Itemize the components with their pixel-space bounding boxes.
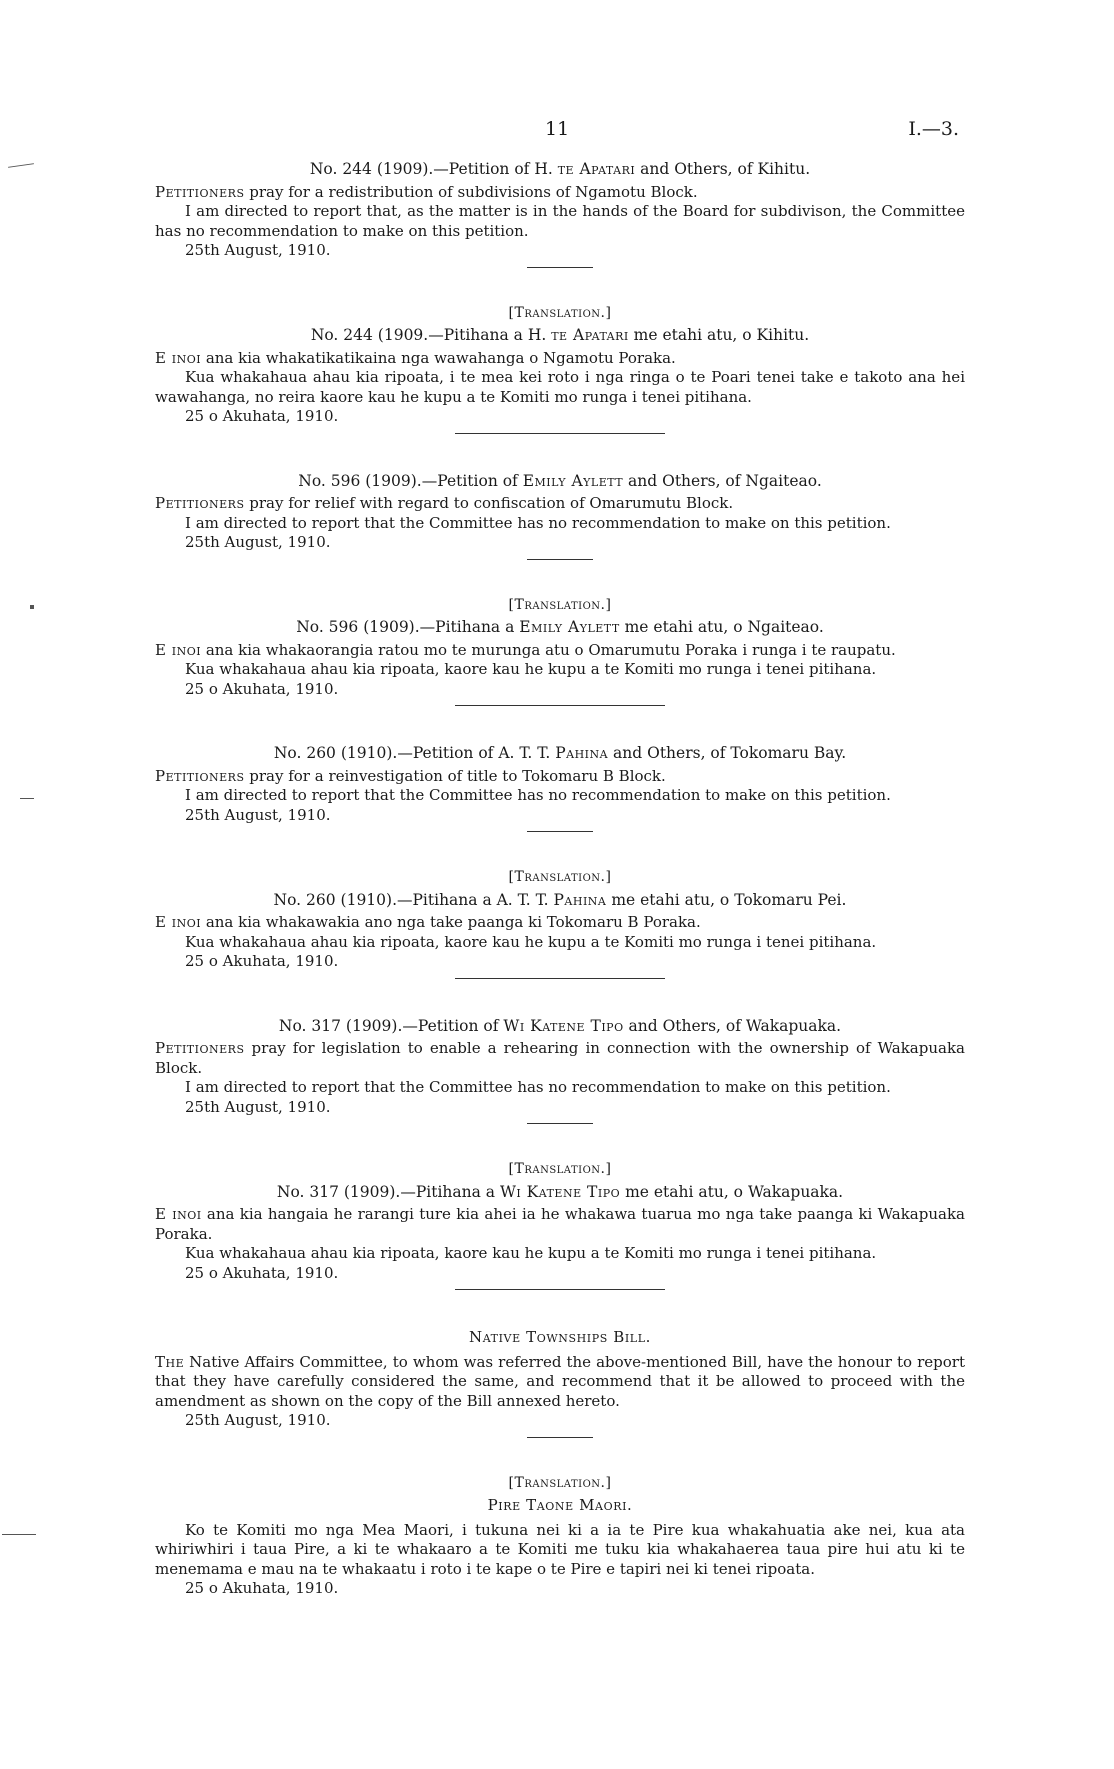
petition-section bbox=[155, 1017, 965, 1125]
petition-prayer: Petitioners pray for legislation to enable a rehearing in connection with the ownership of Wakapuaka Block. bbox=[155, 1039, 965, 1077]
section-divider bbox=[527, 267, 593, 268]
petition-title: No. 596 (1909).—Petition of Emily Aylett and Others, of Ngaiteao. bbox=[298, 471, 822, 490]
scan-mark bbox=[8, 163, 34, 168]
petition-title: No. 260 (1910).—Petition of A. T. T. Pahina and Others, of Tokomaru Bay. bbox=[273, 744, 847, 762]
petitioner-name: Wi Katene Tipo bbox=[503, 1016, 624, 1035]
report-date: 25th August, 1910. bbox=[185, 241, 331, 259]
section-divider bbox=[527, 559, 593, 560]
petition-section bbox=[155, 160, 965, 268]
translation-label: [Translation.] bbox=[508, 596, 612, 613]
petition-title: No. 317 (1909).—Petition of Wi Katene Tipo and Others, of Wakapuaka. bbox=[278, 1016, 842, 1035]
petition-prayer: E inoi ana kia whakaorangia ratou mo te murunga atu o Omarumutu Poraka i runga i te raupatu. bbox=[155, 640, 896, 659]
committee-report: Kua whakahaua ahau kia ripoata, kaore kau he kupu a te Komiti mo runga i tenei pitihana. bbox=[185, 932, 877, 951]
translation-label: [Translation.] bbox=[508, 869, 612, 885]
document-body bbox=[155, 160, 965, 1599]
petition-title: No. 260 (1910).—Pitihana a A. T. T. Pahina me etahi atu, o Tokomaru Pei. bbox=[273, 890, 847, 909]
petitioner-name: Wi Katene Tipo bbox=[499, 1182, 621, 1201]
petition-title: No. 244 (1909).—Petition of H. te Apatari and Others, of Kihitu. bbox=[309, 160, 811, 178]
report-date: 25 o Akuhata, 1910. bbox=[185, 679, 339, 698]
scan-mark bbox=[2, 1534, 36, 1535]
petition-prayer: Petitioners pray for a redistribution of subdivisions of Ngamotu Block. bbox=[155, 182, 698, 201]
petition-prayer: Petitioners pray for relief with regard to confiscation of Omarumutu Block. bbox=[155, 494, 734, 512]
bill-report: Ko te Komiti mo nga Mea Maori, i tukuna nei ki a ia te Pire kua whakahuatia ake nei, kua ata whiriwhiri i taua Pire, a ki te whakaaro a te Komiti me tuku kia whakahaerea taua pire hui atu ki te menemama e mau na te whakaatu i roto i te kape o te Pire e tapiri nei ki tenei ripoata. bbox=[155, 1520, 965, 1578]
page-number: 11 bbox=[545, 118, 570, 140]
section-divider bbox=[455, 433, 665, 434]
section-divider bbox=[455, 978, 665, 979]
translation-section bbox=[155, 1160, 965, 1290]
committee-report: I am directed to report that the Committee has no recommendation to make on this petition. bbox=[185, 786, 891, 804]
bill-report: The Native Affairs Committee, to whom was referred the above-mentioned Bill, have the honour to report that they have carefully considered the same, and recommend that it be allowed to proceed with the amendment as shown on the copy of the Bill annexed hereto. bbox=[155, 1352, 965, 1410]
petitioner-name: te Apatari bbox=[551, 326, 629, 344]
committee-report: I am directed to report that, as the matter is in the hands of the Board for subdivison, the Committee has no recommendation to make on this petition. bbox=[155, 202, 965, 240]
translation-label: [Translation.] bbox=[508, 1474, 612, 1491]
report-date: 25 o Akuhata, 1910. bbox=[185, 952, 339, 970]
committee-report: Kua whakahaua ahau kia ripoata, kaore kau he kupu a te Komiti mo runga i tenei pitihana. bbox=[185, 1244, 877, 1262]
petitioner-name: Pahina bbox=[555, 744, 609, 762]
report-date: 25th August, 1910. bbox=[185, 805, 331, 824]
petition-prayer: E inoi ana kia whakatikatikaina nga wawahanga o Ngamotu Poraka. bbox=[155, 348, 676, 367]
bill-translation-section bbox=[155, 1474, 965, 1599]
committee-report: Kua whakahaua ahau kia ripoata, i te mea kei roto i nga ringa o te Poari tenei take e takoto ana hei wawahanga, no reira kaore kau he kupu a te Komiti mo runga i tenei pitihana. bbox=[155, 368, 965, 406]
committee-report: I am directed to report that the Committee has no recommendation to make on this petition. bbox=[185, 1078, 891, 1096]
petition-prayer: Petitioners pray for a reinvestigation of title to Tokomaru B Block. bbox=[155, 766, 666, 785]
report-date: 25 o Akuhata, 1910. bbox=[185, 407, 339, 425]
report-date: 25 o Akuhata, 1910. bbox=[185, 1579, 339, 1597]
petition-prayer: E inoi ana kia hangaia he rarangi ture kia ahei ia he whakawa tuarua mo nga take paanga ki Wakapuaka Poraka. bbox=[155, 1205, 965, 1243]
report-date: 25th August, 1910. bbox=[185, 1411, 331, 1429]
translation-section bbox=[155, 868, 965, 979]
petition-title: No. 244 (1909.—Pitihana a H. te Apatari me etahi atu, o Kihitu. bbox=[310, 326, 810, 344]
translation-section bbox=[155, 596, 965, 707]
translation-label: [Translation.] bbox=[508, 304, 612, 321]
section-divider bbox=[527, 1123, 593, 1124]
petition-title: No. 596 (1909).—Pitihana a Emily Aylett me etahi atu, o Ngaiteao. bbox=[296, 618, 824, 636]
report-date: 25 o Akuhata, 1910. bbox=[185, 1263, 339, 1282]
bill-title: Native Townships Bill. bbox=[469, 1328, 651, 1346]
committee-report: I am directed to report that the Committee has no recommendation to make on this petition. bbox=[185, 513, 891, 532]
committee-report: Kua whakahaua ahau kia ripoata, kaore kau he kupu a te Komiti mo runga i tenei pitihana. bbox=[185, 660, 877, 678]
section-divider bbox=[455, 705, 665, 706]
bill-title: Pire Taone Maori. bbox=[487, 1496, 633, 1514]
petitioner-name: Pahina bbox=[553, 890, 607, 909]
document-reference: I.—3. bbox=[908, 118, 959, 140]
scan-mark bbox=[30, 605, 34, 609]
section-divider bbox=[455, 1289, 665, 1290]
section-divider bbox=[527, 831, 593, 832]
petition-prayer: E inoi ana kia whakawakia ano nga take paanga ki Tokomaru B Poraka. bbox=[155, 913, 701, 931]
petition-section bbox=[155, 472, 965, 560]
petitioner-name: Emily Aylett bbox=[519, 618, 620, 636]
bill-section bbox=[155, 1328, 965, 1438]
translation-section bbox=[155, 304, 965, 434]
scan-mark bbox=[20, 798, 34, 799]
report-date: 25th August, 1910. bbox=[185, 1097, 331, 1116]
petitioner-name: te Apatari bbox=[557, 160, 636, 178]
petition-section bbox=[155, 744, 965, 832]
section-divider bbox=[527, 1437, 593, 1438]
petitioner-name: Emily Aylett bbox=[522, 471, 624, 490]
petition-title: No. 317 (1909).—Pitihana a Wi Katene Tipo me etahi atu, o Wakapuaka. bbox=[276, 1182, 844, 1201]
report-date: 25th August, 1910. bbox=[185, 533, 331, 551]
page-header bbox=[0, 118, 1114, 144]
translation-label: [Translation.] bbox=[508, 1161, 612, 1177]
